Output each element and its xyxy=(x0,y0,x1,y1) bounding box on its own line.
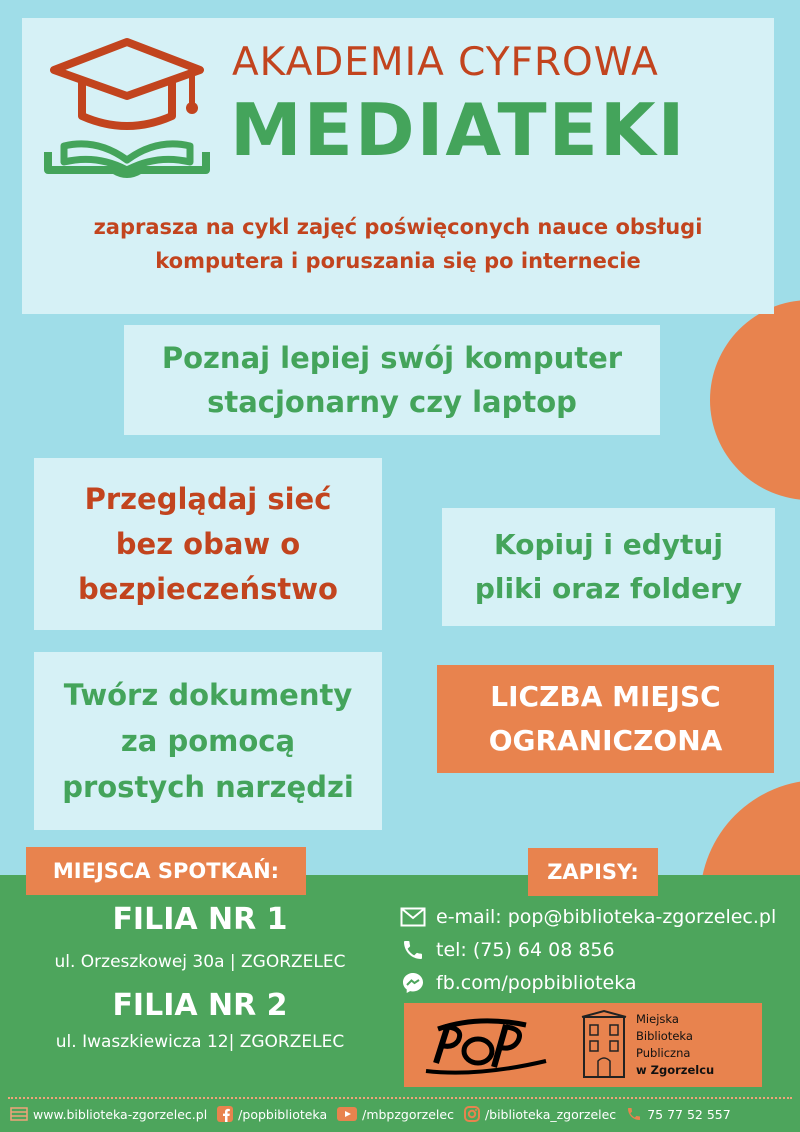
messenger-icon xyxy=(400,971,426,995)
pop-logo xyxy=(418,1011,554,1079)
box-line: Przeglądaj sieć xyxy=(84,481,332,516)
phone-icon xyxy=(626,1106,642,1122)
subtitle-line: zaprasza na cykl zajęć poświęconych nauce obsługi xyxy=(93,215,703,239)
fb-row[interactable] xyxy=(400,971,637,995)
meeting-label: MIEJSCA SPOTKAŃ: xyxy=(26,847,306,895)
library-name-line: Miejska xyxy=(636,1012,679,1026)
box-line: Kopiuj i edytuj xyxy=(494,528,723,561)
email-text[interactable]: e-mail: pop@biblioteka-zgorzelec.pl xyxy=(436,906,777,928)
phone-row[interactable] xyxy=(400,938,615,962)
header-panel xyxy=(22,18,774,314)
website-link[interactable]: www.biblioteka-zgorzelec.pl xyxy=(33,1106,208,1122)
library-building-icon xyxy=(580,1009,628,1081)
fb-text[interactable]: fb.com/popbiblioteka xyxy=(436,972,637,994)
branch1-address: ul. Orzeszkowej 30a | ZGORZELEC xyxy=(54,952,346,972)
library-name-line: w Zgorzelcu xyxy=(636,1063,715,1077)
box-line: Poznaj lepiej swój komputer xyxy=(161,341,623,375)
youtube-icon xyxy=(337,1107,357,1121)
subtitle xyxy=(22,210,774,278)
library-name-line: Biblioteka xyxy=(636,1029,693,1043)
bottom-phone[interactable]: 75 77 52 557 xyxy=(647,1106,731,1122)
footer-divider xyxy=(8,1097,792,1099)
box-line: Twórz dokumenty xyxy=(63,678,353,712)
box-line: bezpieczeństwo xyxy=(78,571,338,606)
box-line: LICZBA MIEJSC xyxy=(490,680,721,713)
box-computer xyxy=(124,325,660,435)
subtitle-line: komputera i poruszania się po internecie xyxy=(155,249,641,273)
instagram-link[interactable]: /biblioteka_zgorzelec xyxy=(484,1106,617,1122)
box-files xyxy=(442,508,775,626)
email-row[interactable] xyxy=(400,906,776,928)
decor-circle-top xyxy=(710,300,800,500)
box-limited-seats xyxy=(437,665,774,773)
envelope-icon xyxy=(400,907,426,927)
phone-icon xyxy=(400,938,426,962)
box-browse xyxy=(34,458,382,630)
library-name-line: Publiczna xyxy=(636,1046,691,1060)
bottom-strip xyxy=(0,1102,731,1126)
branch1-name: FILIA NR 1 xyxy=(112,902,288,937)
box-line: prostych narzędzi xyxy=(62,770,354,804)
title-top: AKADEMIA CYFROWA xyxy=(232,40,659,85)
box-line: OGRANICZONA xyxy=(488,724,723,757)
box-line: stacjonarny czy laptop xyxy=(207,385,577,419)
branch2-name: FILIA NR 2 xyxy=(112,988,288,1023)
facebook-icon xyxy=(217,1106,233,1122)
graduation-cap-book-icon xyxy=(42,34,212,184)
youtube-link[interactable]: /mbpzgorzelec xyxy=(362,1106,454,1122)
box-line: pliki oraz foldery xyxy=(474,572,743,605)
branch2-address: ul. Iwaszkiewicza 12| ZGORZELEC xyxy=(55,1032,345,1052)
instagram-icon xyxy=(464,1106,480,1122)
signup-label: ZAPISY: xyxy=(528,848,658,896)
box-line: za pomocą xyxy=(120,724,296,758)
box-line: bez obaw o xyxy=(115,526,301,561)
logos-box xyxy=(404,1003,762,1087)
library-name xyxy=(636,1011,714,1079)
facebook-link[interactable]: /popbiblioteka xyxy=(238,1106,328,1122)
phone-text[interactable]: tel: (75) 64 08 856 xyxy=(436,939,615,961)
title-main: MEDIATEKI xyxy=(230,88,687,172)
box-docs xyxy=(34,652,382,830)
globe-icon xyxy=(10,1107,28,1121)
